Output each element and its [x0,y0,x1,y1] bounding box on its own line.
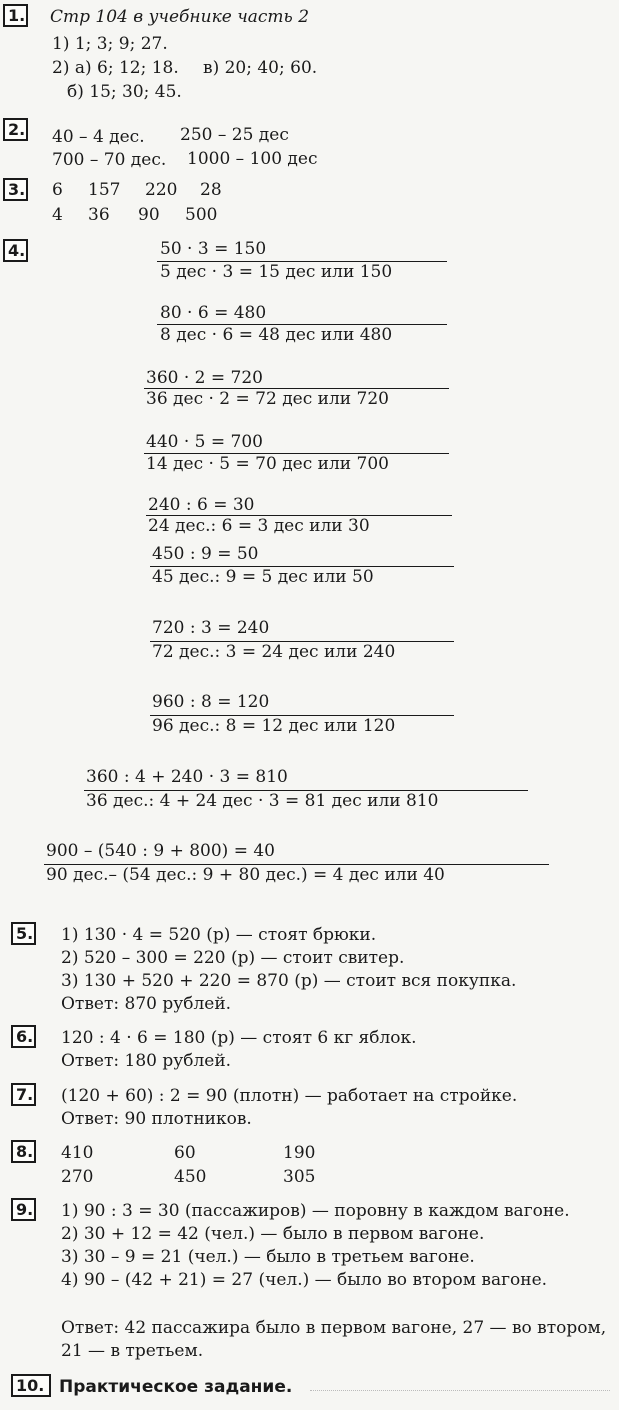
task-9-line-2: 2) 30 + 12 = 42 (чел.) — было в первом вагоне. [61,1224,485,1244]
task-8-cell: 60 [174,1143,196,1163]
task-9-line-1: 1) 90 : 3 = 30 (пассажиров) — поровну в каждом вагоне. [61,1201,570,1221]
task-10-line-1: Практическое задание. [59,1377,293,1397]
task-8-cell: 190 [283,1143,316,1163]
task-number-1: 1. [3,4,28,27]
task-2-c: 700 – 70 дес. [52,150,167,170]
task-number-8: 8. [11,1140,36,1163]
equation-top: 50 · 3 = 150 [160,239,267,259]
equation-top: 80 · 6 = 480 [160,303,267,323]
task-8-cell: 270 [61,1167,94,1187]
equation-top: 720 : 3 = 240 [152,618,270,638]
task-number-4: 4. [3,239,28,262]
task-2-d: 1000 – 100 дес [187,149,318,169]
equation-top: 450 : 9 = 50 [152,544,259,564]
task-9-line-3: 3) 30 – 9 = 21 (чел.) — было в третьем вагоне. [61,1247,475,1267]
task-3-cell: 220 [145,180,178,200]
equation-bottom: 24 дес.: 6 = 3 дес или 30 [148,516,370,536]
task-1-line-1: 1) 1; 3; 9; 27. [52,34,168,54]
task-7-line-1: (120 + 60) : 2 = 90 (плотн) — работает на стройке. [61,1086,518,1106]
task-6-line-1: 120 : 4 · 6 = 180 (р) — стоят 6 кг яблок. [61,1028,417,1048]
task-3-cell: 500 [185,205,218,225]
dotted-line [310,1390,610,1391]
task-3-cell: 28 [200,180,222,200]
equation-bottom: 96 дес.: 8 = 12 дес или 120 [152,716,396,736]
task-2-b: 250 – 25 дес [180,125,289,145]
equation-bottom: 36 дес.: 4 + 24 дес · 3 = 81 дес или 810 [86,791,439,811]
task-8-cell: 410 [61,1143,94,1163]
task-7-answer: Ответ: 90 плотников. [61,1109,252,1129]
equation-top: 900 – (540 : 9 + 800) = 40 [46,841,276,861]
task-1-title: Стр 104 в учебнике часть 2 [50,7,310,27]
task-8-cell: 450 [174,1167,207,1187]
task-5-line-2: 2) 520 – 300 = 220 (р) — стоит свитер. [61,948,405,968]
task-3-cell: 157 [88,180,121,200]
task-1-line-3: б) 15; 30; 45. [67,82,182,102]
equation-top: 960 : 8 = 120 [152,692,270,712]
equation-bottom: 14 дес · 5 = 70 дес или 700 [146,454,389,474]
task-5-line-1: 1) 130 · 4 = 520 (р) — стоят брюки. [61,925,377,945]
task-number-3: 3. [3,178,28,201]
equation-bottom: 72 дес.: 3 = 24 дес или 240 [152,642,396,662]
equation-bottom: 45 дес.: 9 = 5 дес или 50 [152,567,374,587]
task-3-cell: 90 [138,205,160,225]
task-6-answer: Ответ: 180 рублей. [61,1051,232,1071]
task-2-a: 40 – 4 дес. [52,127,145,147]
task-5-answer: Ответ: 870 рублей. [61,994,232,1014]
equation-top: 360 : 4 + 240 · 3 = 810 [86,767,288,787]
task-number-10: 10. [11,1374,51,1397]
task-3-cell: 36 [88,205,110,225]
equation-top: 440 · 5 = 700 [146,432,263,452]
equation-bottom: 90 дес.– (54 дес.: 9 + 80 дес.) = 4 дес или 40 [46,865,445,885]
task-1-line-2b: в) 20; 40; 60. [203,58,318,78]
task-1-line-2a: 2) а) 6; 12; 18. [52,58,179,78]
task-5-line-3: 3) 130 + 520 + 220 = 870 (р) — стоит вся покупка. [61,971,517,991]
task-3-cell: 4 [52,205,63,225]
task-number-5: 5. [11,922,36,945]
task-number-6: 6. [11,1025,36,1048]
equation-bottom: 5 дес · 3 = 15 дес или 150 [160,262,393,282]
task-3-cell: 6 [52,180,63,200]
task-number-7: 7. [11,1083,36,1106]
equation-bottom: 36 дес · 2 = 72 дес или 720 [146,389,389,409]
equation-top: 360 · 2 = 720 [146,368,263,388]
task-9-answer-1: Ответ: 42 пассажира было в первом вагоне, 27 — во втором, [61,1318,607,1338]
task-number-9: 9. [11,1198,36,1221]
equation-bottom: 8 дес · 6 = 48 дес или 480 [160,325,393,345]
equation-top: 240 : 6 = 30 [148,495,255,515]
task-9-line-4: 4) 90 – (42 + 21) = 27 (чел.) — было во втором вагоне. [61,1270,548,1290]
task-number-2: 2. [3,118,28,141]
task-8-cell: 305 [283,1167,316,1187]
task-9-answer-2: 21 — в третьем. [61,1341,204,1361]
